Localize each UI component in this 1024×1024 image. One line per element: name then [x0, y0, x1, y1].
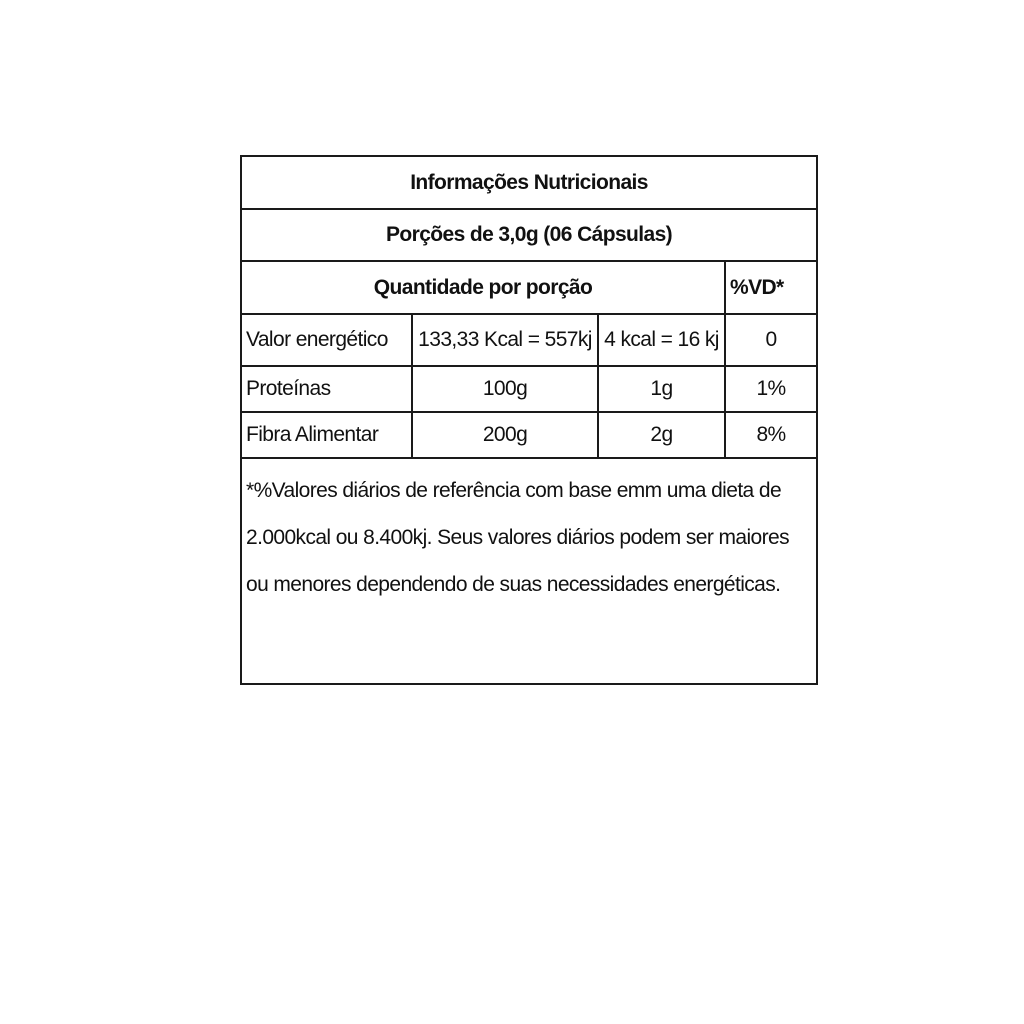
nutrition-facts-panel	[240, 155, 818, 685]
nutrient-vd: 1%	[725, 366, 816, 412]
nutrient-amount: 100g	[412, 366, 598, 412]
nutrient-name: Valor energético	[242, 314, 412, 366]
serving-size: Porções de 3,0g (06 Cápsulas)	[242, 209, 816, 261]
footnote	[242, 459, 816, 608]
nutrient-name: Proteínas	[242, 366, 412, 412]
nutrient-vd: 8%	[725, 412, 816, 458]
nutrient-per-portion: 1g	[598, 366, 725, 412]
nutrient-per-portion: 4 kcal = 16 kj	[598, 314, 725, 366]
header-row	[242, 261, 816, 314]
vd-header: %VD*	[725, 261, 816, 314]
nutrient-per-portion: 2g	[598, 412, 725, 458]
table-row	[242, 314, 816, 366]
nutrient-amount: 133,33 Kcal = 557kj	[412, 314, 598, 366]
nutrient-name: Fibra Alimentar	[242, 412, 412, 458]
title-row	[242, 157, 816, 209]
table-row	[242, 412, 816, 458]
footnote-line: ou menores dependendo de suas necessidades energéticas.	[246, 573, 781, 596]
table-title: Informações Nutricionais	[242, 157, 816, 209]
quantity-header: Quantidade por porção	[242, 261, 725, 314]
nutrition-table	[242, 157, 816, 459]
footnote-line: 2.000kcal ou 8.400kj. Seus valores diários podem ser maiores	[246, 526, 789, 549]
table-row	[242, 366, 816, 412]
nutrient-amount: 200g	[412, 412, 598, 458]
nutrient-vd: 0	[725, 314, 816, 366]
footnote-line: *%Valores diários de referência com base emm uma dieta de	[246, 479, 782, 502]
serving-row	[242, 209, 816, 261]
